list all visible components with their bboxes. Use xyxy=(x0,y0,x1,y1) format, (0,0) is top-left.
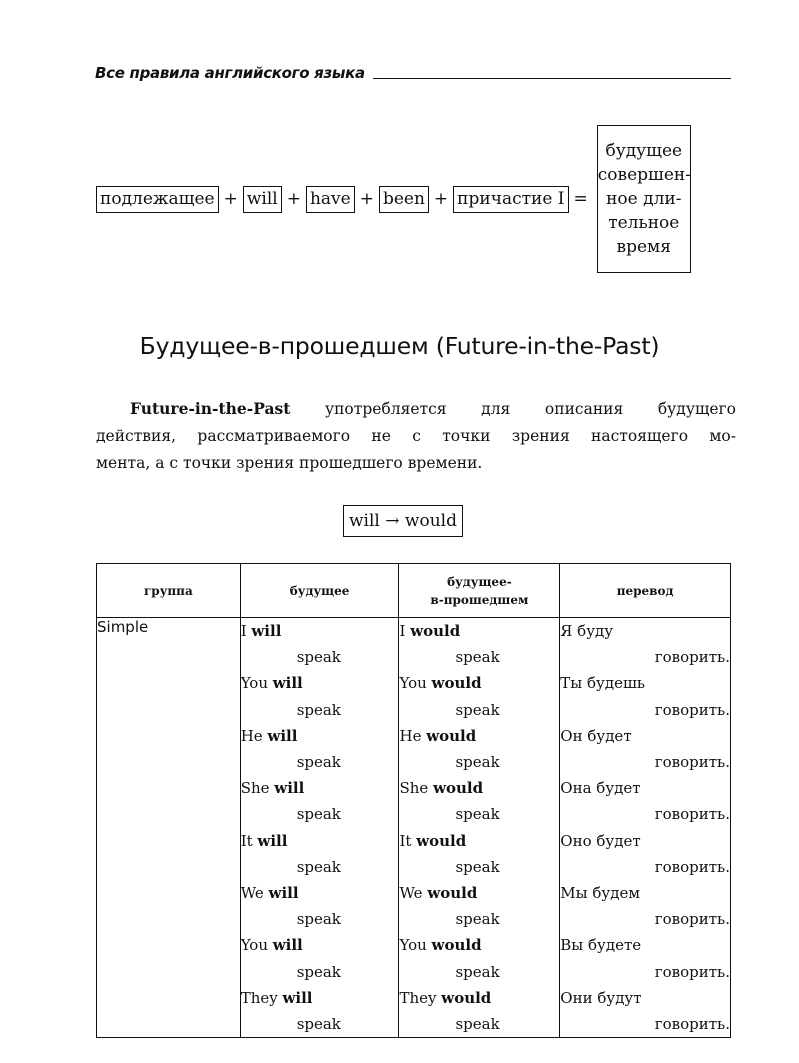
header-translation: перевод xyxy=(560,564,731,618)
table-row xyxy=(97,618,731,1038)
translation-entry: Вы будете говорить. xyxy=(560,936,730,981)
formula-equals: = xyxy=(573,189,588,209)
paragraph-line-1 xyxy=(96,395,736,423)
header-future-in-past-line-2: в-прошедшем xyxy=(430,592,529,607)
group-cell: Simple xyxy=(97,618,241,1038)
translation-entry: Мы будем говорить. xyxy=(560,884,730,929)
table-header-row xyxy=(97,564,731,618)
future-in-past-entry: It would speak xyxy=(399,831,500,876)
formula xyxy=(96,124,736,274)
future-entry: It will speak xyxy=(240,831,341,876)
paragraph-term: Future-in-the-Past xyxy=(130,399,291,418)
formula-subject-box: подлежащее xyxy=(96,186,219,213)
future-in-past-forms-cell xyxy=(399,618,560,1038)
formula-result-line: совершен- xyxy=(597,165,691,185)
future-in-past-entry: We would speak xyxy=(399,884,500,929)
future-entry: You will speak xyxy=(240,936,341,981)
running-header-title: Все правила английского языка xyxy=(95,64,365,82)
formula-been-box: been xyxy=(379,186,429,213)
formula-plus-4: + xyxy=(433,189,449,209)
formula-result-line: время xyxy=(616,237,672,257)
formula-result-box xyxy=(597,125,691,273)
running-header-rule xyxy=(373,78,731,79)
formula-plus-2: + xyxy=(286,189,301,209)
paragraph-line-3: мента, а с точки зрения прошедшего времени. xyxy=(96,454,483,472)
running-header xyxy=(95,60,731,82)
future-in-past-entry: You would speak xyxy=(399,674,500,719)
future-entry: You will speak xyxy=(240,674,341,719)
future-in-past-entry: I would speak xyxy=(399,622,500,667)
will-would-rule-box: will → would xyxy=(343,505,463,537)
formula-result-line: ное дли- xyxy=(606,189,682,209)
header-group: группа xyxy=(97,564,241,618)
formula-result-line: будущее xyxy=(605,141,683,161)
formula-will-box: will xyxy=(243,186,282,213)
future-entry: She will speak xyxy=(240,779,341,824)
paragraph-line-1-rest: употребляется для описания будущего xyxy=(290,400,736,418)
future-entry: I will speak xyxy=(240,622,341,667)
formula-participle-box: причастие I xyxy=(453,186,568,213)
translation-entry: Ты будешь говорить. xyxy=(560,674,730,719)
paragraph-line-2: действия, рассматриваемого не с точки зрения настоящего мо- xyxy=(96,427,736,445)
formula-result-line: тельное xyxy=(608,213,680,233)
future-in-past-entry: She would speak xyxy=(399,779,500,824)
translation-entry: Она будет говорить. xyxy=(560,779,730,824)
formula-plus-3: + xyxy=(359,189,374,209)
header-future: будущее xyxy=(240,564,399,618)
future-entry: He will speak xyxy=(240,726,341,772)
translation-entry: Оно будет говорить. xyxy=(560,831,730,876)
translation-entry: Он будет говорить. xyxy=(560,726,730,772)
formula-have-box: have xyxy=(306,186,355,213)
future-entry: We will speak xyxy=(240,884,341,929)
translation-entry: Я буду говорить. xyxy=(560,622,730,667)
header-future-in-past-line-1: будущее- xyxy=(447,574,512,589)
future-in-past-entry: You would speak xyxy=(399,936,500,981)
future-forms-cell xyxy=(240,618,399,1038)
future-in-past-entry: He would speak xyxy=(399,726,500,772)
translation-entry: Они будут говорить. xyxy=(560,988,730,1034)
body-paragraph xyxy=(96,395,736,477)
future-in-past-entry: They would speak xyxy=(399,988,500,1034)
tense-table xyxy=(96,563,731,1038)
future-entry: They will speak xyxy=(240,988,341,1034)
header-future-in-past xyxy=(399,564,560,618)
section-title: Будущее-в-прошедшем (Future-in-the-Past) xyxy=(139,332,660,360)
formula-plus-1: + xyxy=(223,189,238,209)
translation-cell xyxy=(560,618,731,1038)
